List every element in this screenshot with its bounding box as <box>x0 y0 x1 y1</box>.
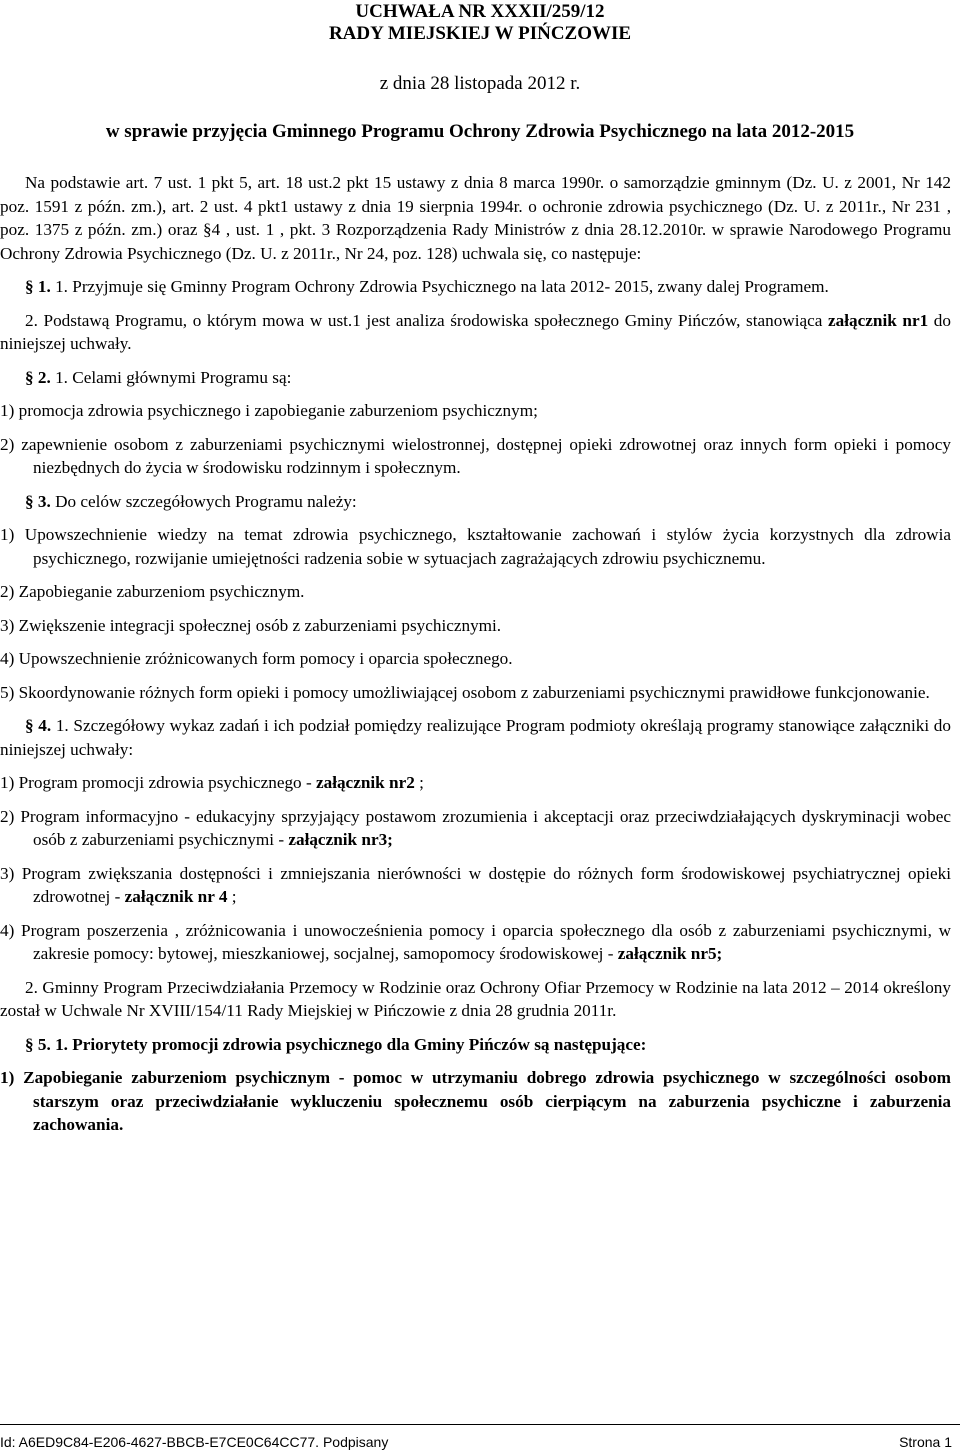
section-4-label: § 4. <box>25 716 52 735</box>
section-3-intro: § 3. Do celów szczegółowych Programu należy: <box>25 491 357 511</box>
resolution-date: z dnia 28 listopada 2012 r. <box>379 73 581 94</box>
list-item: 4) Upowszechnienie zróżnicowanych form pomocy i oparcia społecznego. <box>0 649 513 668</box>
council-name: RADY MIEJSKIEJ W PIŃCZOWIE <box>328 23 632 44</box>
section-4-intro: § 4. 1. Szczegółowy wykaz zadań i ich podział pomiędzy realizujące Program podmioty określają programy stanowiące załączniki do niniejszej uchwały: <box>0 716 951 759</box>
document-body <box>0 171 951 1137</box>
list-item: 3) Zwiększenie integracji społecznej osób z zaburzeniami psychicznymi. <box>0 615 502 635</box>
section-1-paragraph-2: 2. Podstawą Programu, o którym mowa w ust.1 jest analiza środowiska społecznego Gminy Pińczów, stanowiąca załącznik nr1 do niniejszej uchwały. <box>0 310 951 353</box>
list-item: 1) Program promocji zdrowia psychicznego - załącznik nr2 ; <box>0 773 424 792</box>
list-item: 1) promocja zdrowia psychicznego i zapobieganie zaburzeniom psychicznym; <box>0 401 538 420</box>
document-id: Id: A6ED9C84-E206-4627-BBCB-E7CE0C64CC77. Podpisany <box>0 1434 389 1450</box>
section-5-label: § 5. <box>25 1034 51 1054</box>
list-item: 1) Zapobieganie zaburzeniom psychicznym - pomoc w utrzymaniu dobrego zdrowia psychicznego w szczególności osobom starszym oraz przeciwdziałanie wykluczeniu społecznemu osób cierpiącym na zaburzenia psychiczne i zaburzenia zachowania. <box>0 1068 951 1134</box>
list-item: 2) Zapobieganie zaburzeniom psychicznym. <box>0 582 305 601</box>
section-3-label: § 3. <box>25 491 51 511</box>
list-item: 1) Upowszechnienie wiedzy na temat zdrowia psychicznego, kształtowanie zachowań i stylów życia korzystnych dla zdrowia psychicznego, rozwijanie umiejętności radzenia sobie w sytuacjach zagrażających zdrowiu psychicznemu. <box>0 525 951 568</box>
section-1-paragraph-1: § 1. 1. Przyjmuje się Gminny Program Ochrony Zdrowia Psychicznego na lata 2012- 2015, zwany dalej Programem. <box>25 277 829 296</box>
resolution-number: UCHWAŁA NR XXXII/259/12 <box>355 1 605 22</box>
resolution-subject: w sprawie przyjęcia Gminnego Programu Ochrony Zdrowia Psychicznego na lata 2012-2015 <box>105 121 855 142</box>
list-item: 5) Skoordynowanie różnych form opieki i pomocy umożliwiającej osobom z zaburzeniami psychicznymi prawidłowe funkcjonowanie. <box>0 682 930 702</box>
footer-divider <box>0 1424 960 1425</box>
preamble: Na podstawie art. 7 ust. 1 pkt 5, art. 18 ust.2 pkt 15 ustawy z dnia 8 marca 1990r. o samorządzie gminnym (Dz. U. z 2001, Nr 142 poz. 1591 z późn. zm.), art. 2 ust. 4 pkt1 ustawy z dnia 19 sierpnia 1994r. o ochronie zdrowia psychicznego (Dz. U. z 2011r., Nr 231 , poz. 1375 z późn. zm.) oraz §4 , ust. 1 , pkt. 3 Rozporządzenia Rady Ministrów z dnia 28.12.2010r. w sprawie Narodowego Programu Ochrony Zdrowia Psychicznego (Dz. U. z 2011r., Nr 24, poz. 128) uchwala się, co następuje: <box>0 173 951 263</box>
section-2-intro: § 2. 1. Celami głównymi Programu są: <box>25 367 292 387</box>
list-item: 2) Program informacyjno - edukacyjny sprzyjający postawom zrozumienia i akceptacji oraz przeciwdziałających dyskryminacji wobec osób z zaburzeniami psychicznymi - załącznik nr3; <box>0 806 951 849</box>
page-number: Strona 1 <box>899 1434 952 1450</box>
section-1-label: § 1. <box>25 277 51 296</box>
list-item: 2) zapewnienie osobom z zaburzeniami psychicznymi wielostronnej, dostępnej opieki zdrowotnej oraz innych form opieki i pomocy niezbędnych do życia w środowisku rodzinnym i społecznym. <box>0 434 951 477</box>
section-2-label: § 2. <box>25 367 51 387</box>
section-5-intro: § 5. 1. Priorytety promocji zdrowia psychicznego dla Gminy Pińczów są następujące: <box>25 1034 647 1054</box>
section-4-paragraph-2: 2. Gminny Program Przeciwdziałania Przemocy w Rodzinie oraz Ochrony Ofiar Przemocy w Rodzinie na lata 2012 – 2014 określony został w Uchwale Nr XVIII/154/11 Rady Miejskiej w Pińczowie z dnia 28 grudnia 2011r. <box>0 977 951 1020</box>
list-item: 3) Program zwiększania dostępności i zmniejszania nierówności w dostępie do różnych form środowiskowej psychiatrycznej opieki zdrowotnej - załącznik nr 4 ; <box>0 863 951 906</box>
list-item: 4) Program poszerzenia , zróżnicowania i unowocześnienia pomocy i oparcia społecznego dla osób z zaburzeniami psychicznymi, w zakresie pomocy: bytowej, mieszkaniowej, socjalnej, samopomocy środowiskowej - załącznik nr5; <box>0 920 951 963</box>
